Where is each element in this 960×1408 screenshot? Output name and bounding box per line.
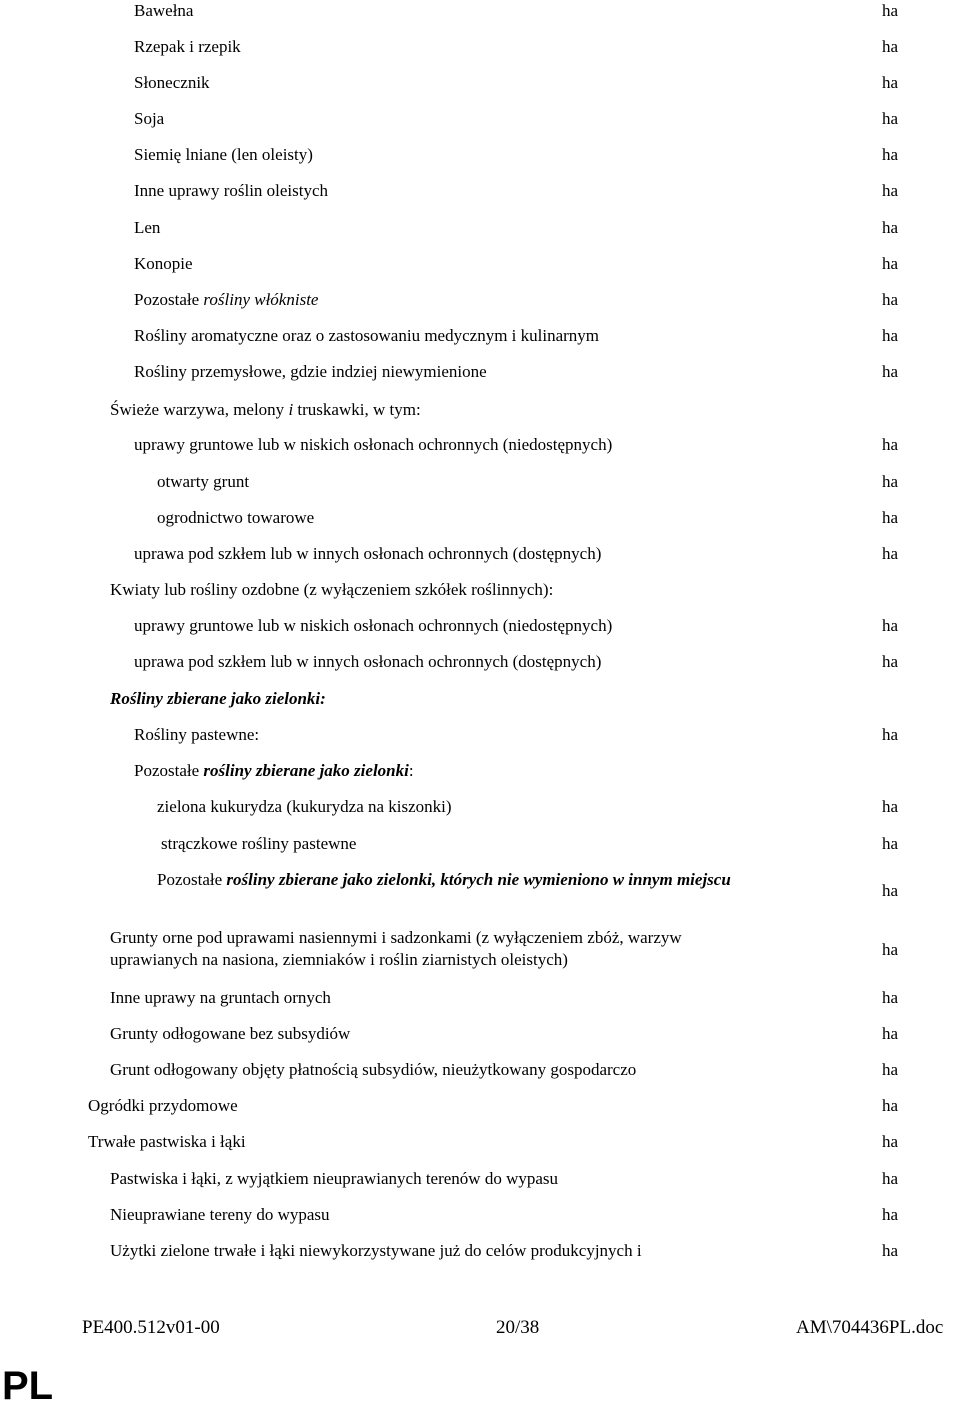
unit-label: ha [882, 326, 899, 345]
crop-label: Len [134, 218, 161, 237]
unit-label: ha [882, 1205, 899, 1224]
crop-label: zielona kukurydza (kukurydza na kiszonki) [157, 797, 452, 816]
crop-label: Rzepak i rzepik [134, 37, 241, 56]
unit-label: ha [882, 652, 899, 671]
crop-label: Inne uprawy na gruntach ornych [110, 988, 331, 1007]
crop-label: uprawa pod szkłem lub w innych osłonach ochronnych (dostępnych) [134, 544, 602, 563]
crop-label: Użytki zielone trwałe i łąki niewykorzystywane już do celów produkcyjnych i [110, 1241, 642, 1260]
unit-label: ha [882, 73, 899, 92]
crop-label-bold-italic-part: rośliny zbierane jako zielonki, których nie wymieniono w innym miejscu [226, 870, 731, 889]
crop-label: Konopie [134, 254, 193, 273]
subsection-heading [134, 760, 414, 782]
crop-label: strączkowe rośliny pastewne [161, 834, 357, 853]
crop-label: Grunty odłogowane bez subsydiów [110, 1024, 351, 1043]
unit-label: ha [882, 435, 899, 454]
unit-label: ha [882, 1169, 899, 1188]
unit-label: ha [882, 37, 899, 56]
unit-label: ha [882, 1060, 899, 1079]
crop-label: uprawa pod szkłem lub w innych osłonach ochronnych (dostępnych) [134, 652, 602, 671]
crop-label: Pastwiska i łąki, z wyjątkiem nieuprawianych terenów do wypasu [110, 1169, 559, 1188]
crop-label: otwarty grunt [157, 472, 250, 491]
unit-label: ha [882, 1024, 899, 1043]
crop-label [134, 289, 318, 311]
subsection-heading-part: Pozostałe [134, 761, 204, 780]
crop-label: Grunt odłogowany objęty płatnością subsydiów, nieużytkowany gospodarczo [110, 1060, 637, 1079]
unit-label: ha [882, 508, 899, 527]
section-heading-part: truskawki, w tym: [293, 400, 421, 419]
unit-label: ha [882, 145, 899, 164]
crop-label: uprawy gruntowe lub w niskich osłonach ochronnych (niedostępnych) [134, 435, 613, 454]
section-heading-italic-part: i [288, 400, 294, 419]
unit-label: ha [882, 254, 899, 273]
unit-label: ha [882, 940, 899, 959]
crop-label: Grunty orne pod uprawami nasiennymi i sadzonkami (z wyłączeniem zbóż, warzyw uprawianych na nasiona, ziemniaków i roślin ziarnistych oleistych) [110, 928, 682, 969]
crop-label: Ogródki przydomowe [88, 1096, 238, 1115]
section-heading: Rośliny zbierane jako zielonki: [110, 689, 326, 708]
crop-label: Trwałe pastwiska i łąki [88, 1132, 246, 1151]
crop-label-part: Pozostałe [134, 290, 204, 309]
crop-label: ogrodnictwo towarowe [157, 508, 315, 527]
crop-label: Inne uprawy roślin oleistych [134, 181, 329, 200]
unit-label: ha [882, 362, 899, 381]
unit-label: ha [882, 472, 899, 491]
section-heading: Kwiaty lub rośliny ozdobne (z wyłączeniem szkółek roślinnych): [110, 580, 554, 599]
section-heading-part: Świeże warzywa, melony [110, 400, 289, 419]
crop-label-part: Pozostałe [157, 870, 227, 889]
page-number: 20/38 [496, 1317, 540, 1338]
unit-label: ha [882, 218, 899, 237]
crop-label: uprawy gruntowe lub w niskich osłonach ochronnych (niedostępnych) [134, 616, 613, 635]
unit-label: ha [882, 881, 899, 900]
unit-label: ha [882, 797, 899, 816]
language-code: PL [2, 1364, 54, 1408]
subsection-heading-bold-italic-part: rośliny zbierane jako zielonki [203, 761, 409, 780]
file-name: AM\704436PL.doc [796, 1317, 944, 1338]
unit-label: ha [882, 181, 899, 200]
unit-label: ha [882, 988, 899, 1007]
unit-label: ha [882, 725, 899, 744]
crop-label: Rośliny aromatyczne oraz o zastosowaniu medycznym i kulinarnym [134, 326, 600, 345]
crop-label: Słonecznik [134, 73, 210, 92]
crop-label: Nieuprawiane tereny do wypasu [110, 1205, 330, 1224]
subsection-heading-part: : [408, 761, 414, 780]
unit-label: ha [882, 109, 899, 128]
unit-label: ha [882, 544, 899, 563]
unit-label: ha [882, 1132, 899, 1151]
unit-label: ha [882, 1241, 899, 1260]
unit-label: ha [882, 1, 899, 20]
crop-label [157, 869, 757, 891]
section-heading [110, 399, 421, 421]
crop-label: Rośliny pastewne: [134, 725, 260, 744]
unit-label: ha [882, 1096, 899, 1115]
unit-label: ha [882, 834, 899, 853]
crop-label: Soja [134, 109, 165, 128]
crop-label: Siemię lniane (len oleisty) [134, 145, 313, 164]
crop-label: Bawełna [134, 1, 194, 20]
crop-label: Rośliny przemysłowe, gdzie indziej niewymienione [134, 362, 487, 381]
unit-label: ha [882, 290, 899, 309]
unit-label: ha [882, 616, 899, 635]
crop-label-italic-part: rośliny włókniste [203, 290, 319, 309]
document-reference: PE400.512v01-00 [82, 1317, 220, 1338]
